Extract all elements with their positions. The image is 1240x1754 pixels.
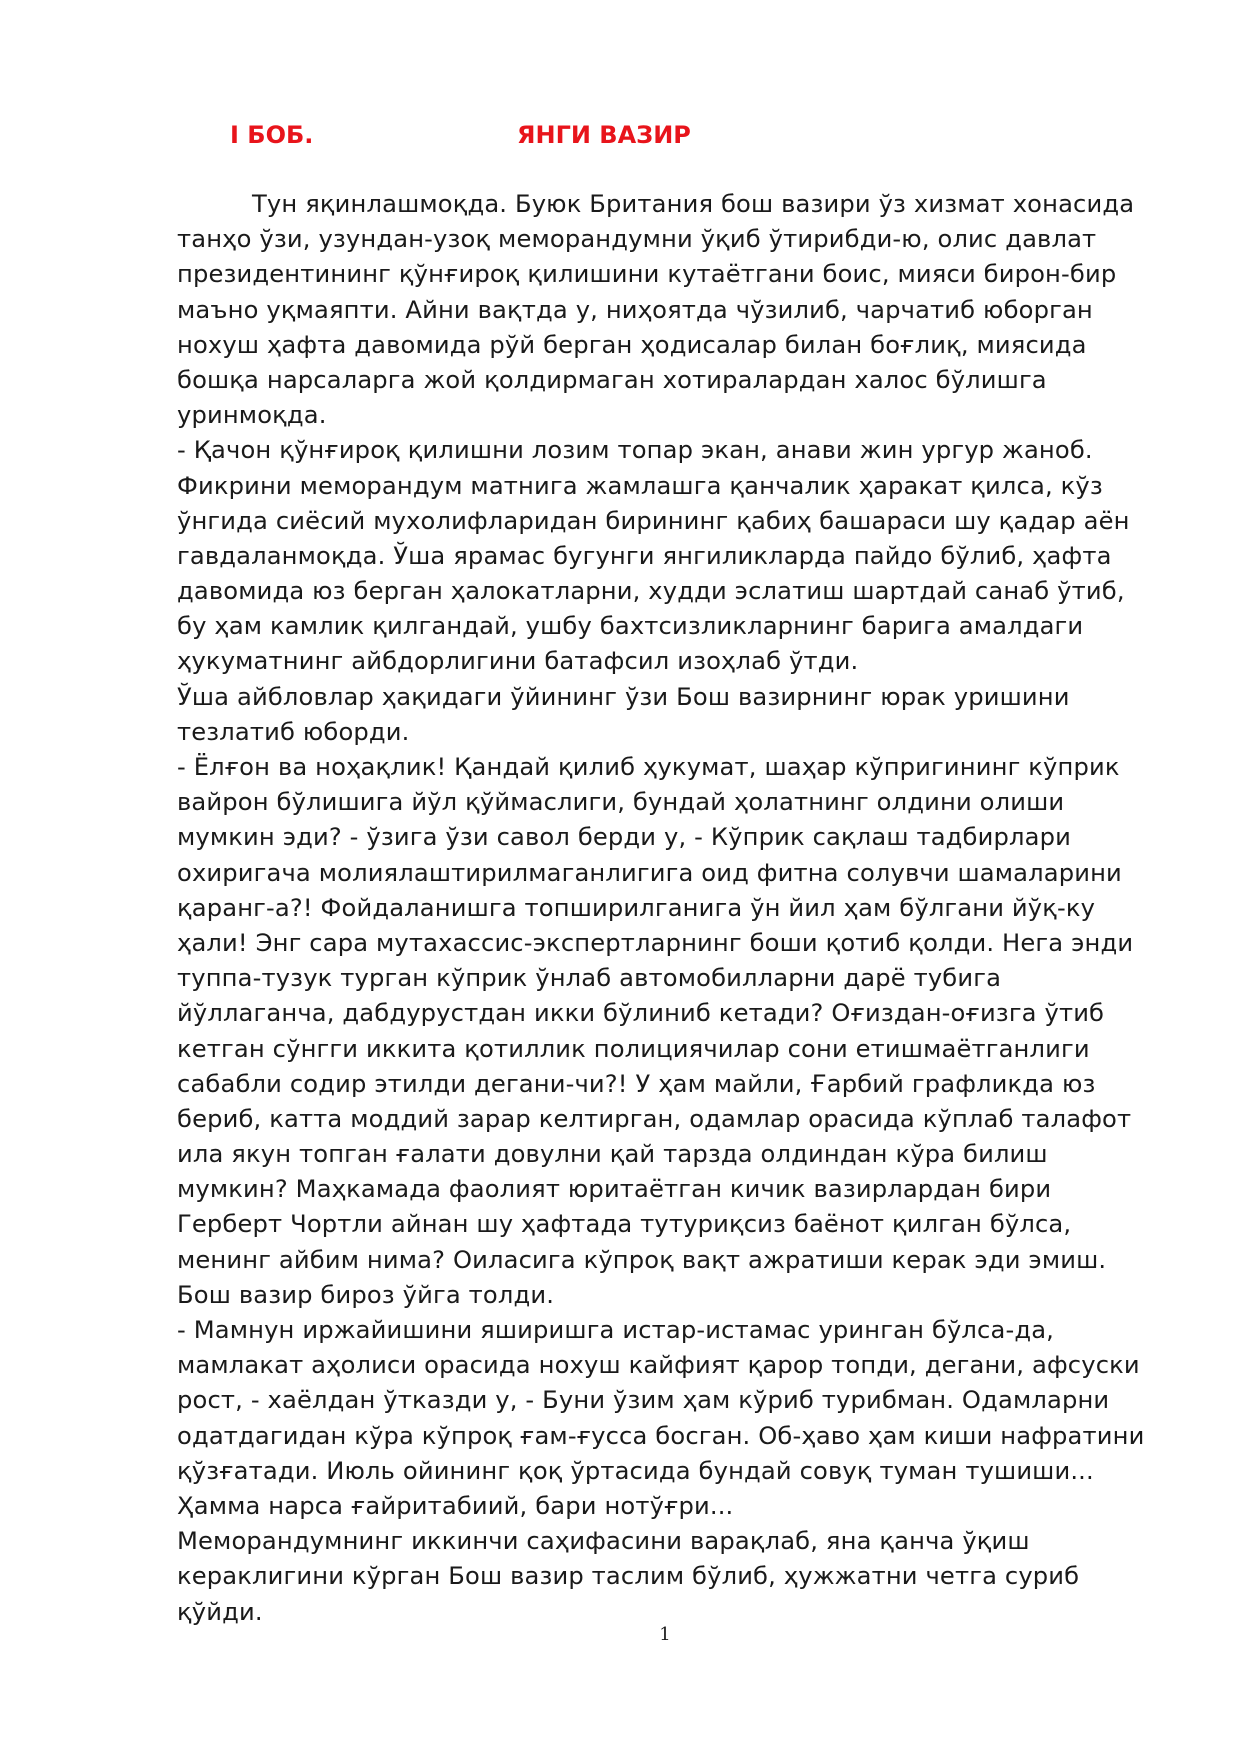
text-line: - Қачон қўнғироқ қилишни лозим топар экан, анави жин ургур жаноб.	[177, 436, 1093, 465]
text-line: бошқа нарсаларга жой қолдирмаган хотиралардан халос бўлишга	[177, 365, 1047, 394]
text-line: мумкин эди? - ўзига ўзи савол берди у, - Кўприк сақлаш тадбирлари	[177, 823, 1071, 852]
text-line: ҳукуматнинг айбдорлигини батафсил изоҳлаб ўтди.	[177, 647, 859, 676]
text-line: мамлакат аҳолиси орасида нохуш кайфият қарор топди, дегани, афсуски	[177, 1351, 1140, 1380]
text-line: рост, - хаёлдан ўтказди у, - Буни ўзим ҳам кўриб турибман. Одамларни	[177, 1386, 1110, 1415]
text-line: давомида юз берган ҳалокатларни, худди эслатиш шартдай санаб ўтиб,	[177, 577, 1125, 606]
text-line: - Ёлғон ва ноҳақлик! Қандай қилиб ҳукумат, шаҳар кўпригининг кўприк	[177, 753, 1120, 781]
text-line: Тун яқинлашмоқда. Буюк Британия бош вазири ўз хизмат хонасида	[252, 190, 1135, 218]
text-line: маъно уқмаяпти. Айни вақтда у, ниҳоятда чўзилиб, чарчатиб юборган	[177, 295, 1093, 324]
text-line: ила якун топган ғалати довулни қай тарзда олдиндан кўра билиш	[177, 1140, 1048, 1169]
text-line: Бош вазир бироз ўйга толди.	[177, 1280, 555, 1309]
text-line: президентининг қўнғироқ қилишини кутаётгани боис, мияси бирон-бир	[177, 260, 1117, 289]
text-line: йўллаганча, дабдурустдан икки бўлиниб кетади? Оғиздан-оғизга ўтиб	[177, 999, 1105, 1028]
text-line: ҳали! Энг сара мутахассис-экспертларнинг боши қотиб қолди. Нега энди	[177, 928, 1134, 957]
text-line: қаранг-а?! Фойдаланишга топширилганига ўн йил ҳам бўлгани йўқ-ку	[177, 893, 1096, 922]
text-line: - Мамнун иржайишини яширишга истар-истамас уринган бўлса-да,	[177, 1316, 1055, 1344]
text-line: танҳо ўзи, узундан-узоқ меморандумни ўқиб ўтирибди-ю, олис давлат	[177, 225, 1097, 254]
text-line: уринмоқда.	[177, 401, 327, 430]
chapter-number: I БОБ.	[230, 121, 314, 149]
text-line: одатдагидан кўра кўпроқ ғам-ғусса босган. Об-ҳаво ҳам киши нафратини	[177, 1421, 1145, 1450]
text-line: туппа-тузук турган кўприк ўнлаб автомобилларни дарё тубига	[177, 964, 1002, 993]
text-line: қўйди.	[177, 1597, 263, 1626]
text-line: охиригача молиялаштирилмаганлигига оид фитна солувчи шамаларини	[177, 858, 1122, 887]
chapter-title: ЯНГИ ВАЗИР	[517, 121, 691, 149]
text-line: Меморандумнинг иккинчи саҳифасини варақлаб, яна қанча ўқиш	[177, 1527, 1030, 1556]
page-number: 1	[659, 1624, 671, 1645]
text-line: кетган сўнгги иккита қотиллик полициячилар сони етишмаётганлиги	[177, 1034, 1090, 1063]
text-line: бериб, катта моддий зарар келтирган, одамлар орасида кўплаб талафот	[177, 1104, 1132, 1133]
text-line: гавдаланмоқда. Ўша ярамас бугунги янгиликларда пайдо бўлиб, ҳафта	[177, 541, 1112, 570]
text-line: сабабли содир этилди дегани-чи?! У ҳам майли, Ғарбий графликда юз	[177, 1069, 1096, 1098]
text-line: Ҳамма нарса ғайритабиий, бари нотўғри...	[177, 1491, 734, 1520]
body-text	[177, 187, 1145, 1630]
text-line: Герберт Чортли айнан шу ҳафтада тутуриқсиз баёнот қилган бўлса,	[177, 1210, 1072, 1239]
text-line: қўзғатади. Июль ойининг қоқ ўртасида бундай совуқ туман тушиши...	[177, 1456, 1094, 1485]
text-line: мумкин? Маҳкамада фаолият юритаётган кичик вазирлардан бири	[177, 1175, 1052, 1204]
text-line: Фикрини меморандум матнига жамлашга қанчалик ҳаракат қилса, кўз	[177, 471, 1103, 500]
text-line: нохуш ҳафта давомида рўй берган ҳодисалар билан боғлиқ, миясида	[177, 330, 1087, 359]
text-line: ўнгида сиёсий мухолифларидан бирининг қабиҳ башараси шу қадар аён	[177, 506, 1130, 535]
chapter-heading	[230, 120, 930, 150]
text-line: бу ҳам камлик қилгандай, ушбу бахтсизликларнинг барига амалдаги	[177, 612, 1084, 641]
text-line: Ўша айбловлар ҳақидаги ўйининг ўзи Бош вазирнинг юрак уришини	[177, 682, 1070, 711]
text-line: вайрон бўлишига йўл қўймаслиги, бундай ҳолатнинг олдини олиши	[177, 788, 1065, 817]
text-line: тезлатиб юборди.	[177, 717, 410, 746]
text-line: кераклигини кўрган Бош вазир таслим бўлиб, ҳужжатни четга суриб	[177, 1562, 1080, 1591]
text-line: менинг айбим нима? Оиласига кўпроқ вақт ажратиши керак эди эмиш.	[177, 1245, 1107, 1274]
